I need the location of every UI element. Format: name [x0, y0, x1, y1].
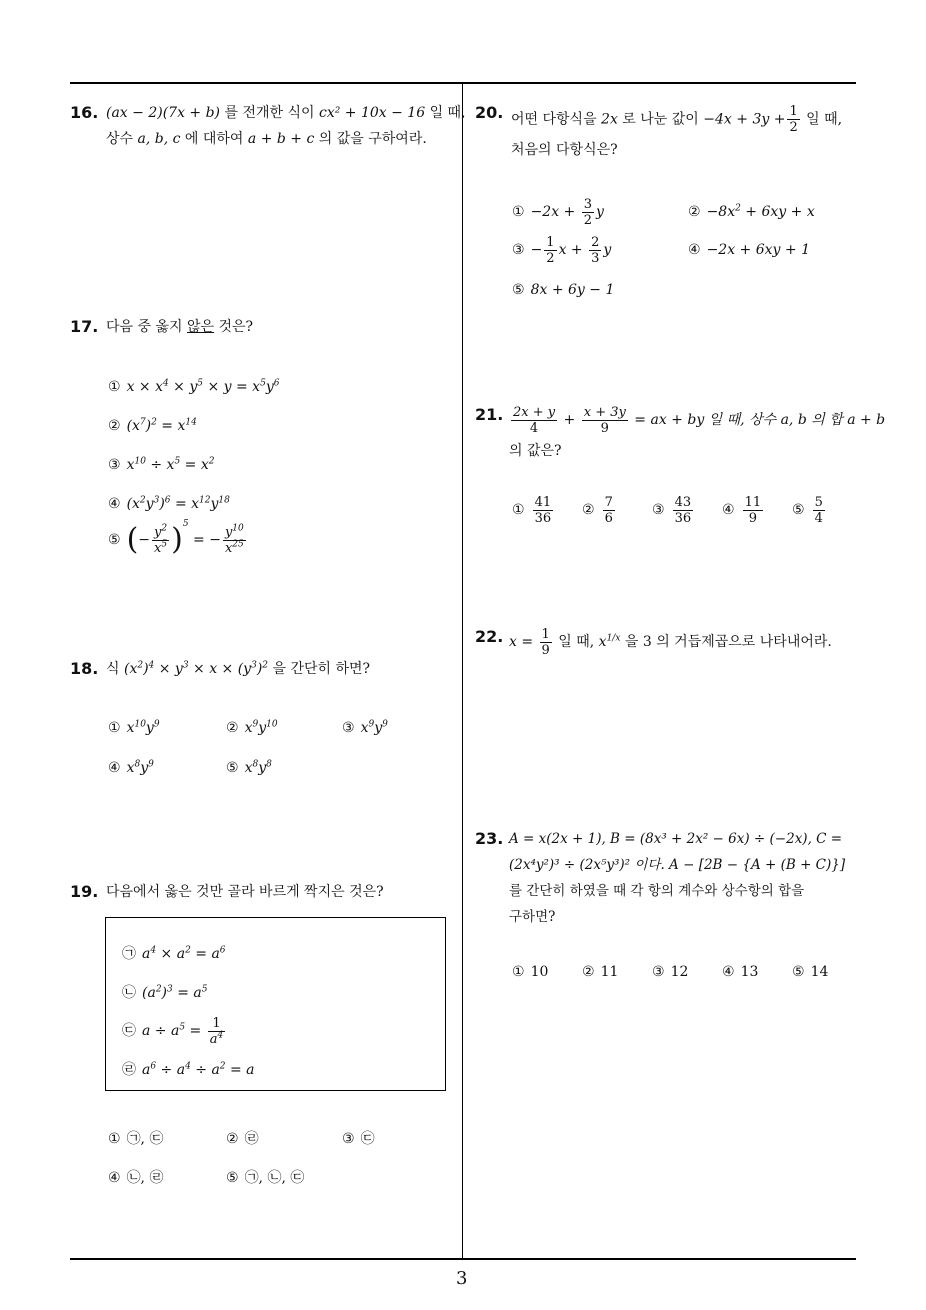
question-number: 22. — [475, 627, 504, 646]
statement-3: ㉢ $a \div a^5$ = $\frac{1}{a^4}$ — [122, 1015, 224, 1047]
q17-option-4[interactable]: ④ $(x^2y^3)^6 = x^{12}y^{18}$ — [108, 495, 230, 512]
q18-option-3[interactable]: ③ $x^9y^9$ — [342, 719, 388, 736]
q23-option-4[interactable]: ④ 13 — [722, 964, 759, 980]
question-number: 23. — [475, 829, 504, 848]
q20-option-3[interactable]: ③ − $\frac{1}{2}$ x + $\frac{2}{3}$ y — [512, 234, 612, 266]
q20-option-5[interactable]: ⑤ 8x + 6y − 1 — [512, 282, 615, 298]
question-23-line3: 를 간단히 하였을 때 각 항의 계수와 상수항의 합을 — [509, 883, 805, 899]
question-21 — [475, 402, 886, 472]
question-23-line2: (2x⁴y²)³ ÷ (2x⁵y³)² 이다. A − [2B − {A + (B + C)}] — [509, 857, 846, 873]
page-number: 3 — [456, 1268, 468, 1289]
q19-option-2[interactable]: ② ㉣ — [226, 1131, 259, 1147]
q19-option-5[interactable]: ⑤ ㉠, ㉡, ㉢ — [226, 1170, 305, 1186]
question-16-line1: (ax − 2)(7x + b) 를 전개한 식이 cx² + 10x − 16 일 때, — [106, 105, 466, 121]
question-number: 16. — [70, 103, 99, 122]
q23-option-2[interactable]: ② 11 — [582, 964, 619, 980]
q23-option-3[interactable]: ③ 12 — [652, 964, 689, 980]
q23-option-5[interactable]: ⑤ 14 — [792, 964, 829, 980]
q19-option-1[interactable]: ① ㉠, ㉢ — [108, 1131, 164, 1147]
question-20 — [475, 100, 865, 170]
q21-option-1[interactable]: ① $\frac{41}{36}$ — [512, 494, 552, 526]
question-18: 18. 식 $(x^2)^4 \times y^3 \times x \times (y^3)^2$ 을 간단히 하면? — [70, 656, 460, 686]
statement-2: ㉡ $(a^2)^3 = a^5$ — [122, 984, 208, 1001]
question-20-line1: 어떤 다항식을 2x 로 나눈 값이 −4x + 3y + $\frac{1}{2}$ 일 때, — [511, 104, 843, 135]
statement-1: ㉠ $a^4 \times a^2 = a^6$ — [122, 945, 226, 962]
q19-option-4[interactable]: ④ ㉡, ㉣ — [108, 1170, 164, 1186]
question-19: 19. 다음에서 옳은 것만 골라 바르게 짝지은 것은? — [70, 879, 460, 909]
emphasis-underline: 않은 — [186, 319, 215, 335]
q20-option-1[interactable]: ① −2x + $\frac{3}{2}$ y — [512, 196, 604, 228]
q18-option-2[interactable]: ② $x^9y^{10}$ — [226, 719, 278, 736]
q18-option-1[interactable]: ① $x^{10}y^9$ — [108, 719, 160, 736]
question-17: 17. 다음 중 옳지 않은 것은? — [70, 314, 460, 344]
question-21-line2: 의 값은? — [509, 443, 562, 459]
column-divider — [462, 82, 463, 1260]
q20-option-2[interactable]: ② $-8x^2 + 6xy + x$ — [688, 203, 815, 220]
q23-option-1[interactable]: ① 10 — [512, 964, 549, 980]
question-number: 19. — [70, 882, 99, 901]
q17-option-1[interactable]: ① $x \times x^4 \times y^5 \times y = x^5y^6$ — [108, 378, 280, 395]
question-20-line2: 처음의 다항식은? — [511, 142, 618, 158]
question-23-line4: 구하면? — [509, 909, 556, 925]
question-21-line1: $\frac{2x + y}{4}$ + $\frac{x + 3y}{9}$ = ax + by 일 때, 상수 a, b 의 합 a + b — [513, 404, 886, 436]
q21-option-3[interactable]: ③ $\frac{43}{36}$ — [652, 494, 692, 526]
q17-option-2[interactable]: ② $(x^7)^2 = x^{14}$ — [108, 417, 197, 434]
question-number: 21. — [475, 405, 504, 424]
q19-option-3[interactable]: ③ ㉢ — [342, 1131, 375, 1147]
q18-option-4[interactable]: ④ $x^8y^9$ — [108, 759, 154, 776]
statement-4: ㉣ $a^6 \div a^4 \div a^2 = a$ — [122, 1061, 255, 1078]
q20-option-4[interactable]: ④ −2x + 6xy + 1 — [688, 242, 810, 258]
q21-option-2[interactable]: ② $\frac{7}{6}$ — [582, 494, 613, 526]
question-16-line2: 상수 a, b, c 에 대하여 a + b + c 의 값을 구하여라. — [106, 131, 427, 147]
q17-option-3[interactable]: ③ $x^{10} \div x^5 = x^2$ — [108, 456, 215, 473]
question-number: 18. — [70, 659, 99, 678]
question-23-line1: A = x(2x + 1), B = (8x³ + 2x² − 6x) ÷ (−2x), C = — [509, 831, 843, 847]
question-16 — [70, 100, 466, 160]
question-number: 20. — [475, 103, 504, 122]
q17-option-5[interactable]: ⑤ (− $\frac{y^2}{x^5}$ )$^5$ = − $\frac{y^{10}}{x^{25}}$ — [108, 519, 244, 557]
bottom-rule — [70, 1258, 856, 1260]
q21-option-5[interactable]: ⑤ $\frac{5}{4}$ — [792, 494, 823, 526]
q18-option-5[interactable]: ⑤ $x^8y^8$ — [226, 759, 272, 776]
question-number: 17. — [70, 317, 99, 336]
question-23 — [475, 826, 865, 936]
q21-option-4[interactable]: ④ $\frac{11}{9}$ — [722, 494, 762, 526]
question-22: 22. x = $\frac{1}{9}$ 일 때, $x^{1/x}$ 을 3 의 거듭제곱으로 나타내어라. — [475, 624, 865, 664]
